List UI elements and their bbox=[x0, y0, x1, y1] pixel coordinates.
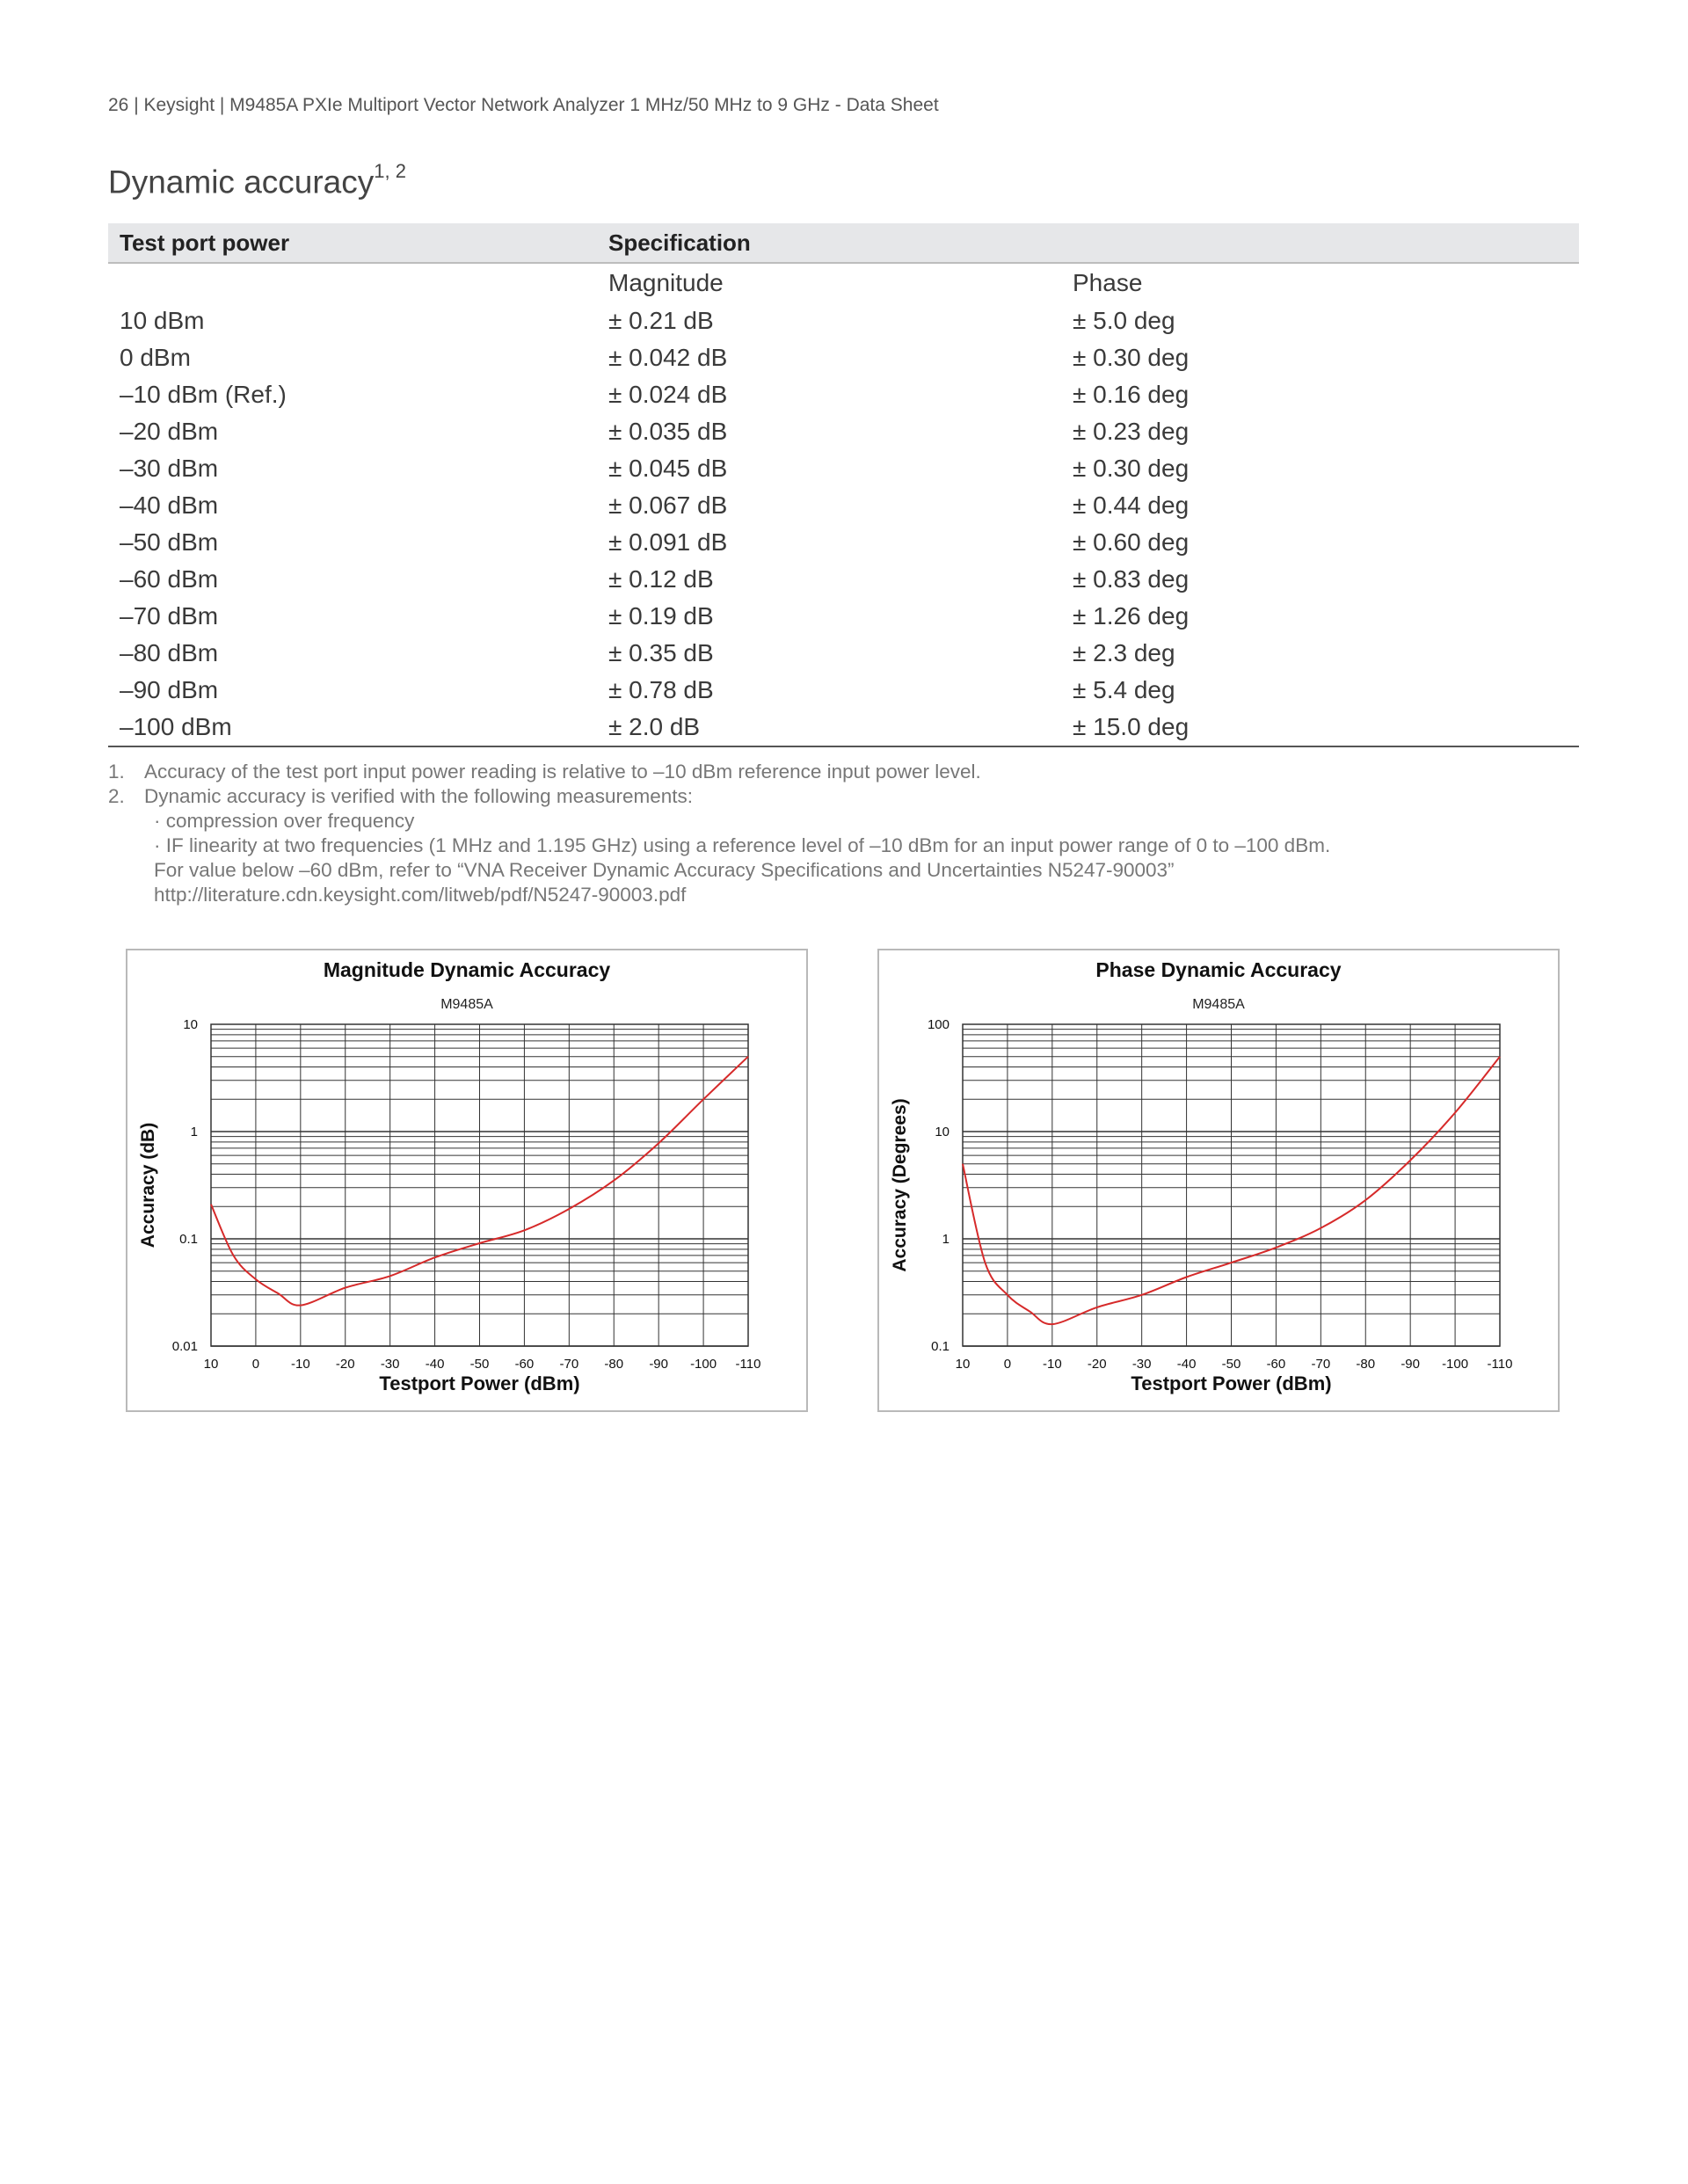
x-tick-label: -30 bbox=[1131, 1357, 1152, 1372]
cell-power: –80 dBm bbox=[120, 639, 219, 666]
x-tick-label: -30 bbox=[380, 1357, 400, 1372]
x-tick-label: 0 bbox=[251, 1357, 260, 1372]
section-title-footnote-refs: 1, 2 bbox=[374, 160, 406, 182]
table-row bbox=[108, 524, 1579, 561]
x-tick-label: -80 bbox=[1356, 1357, 1376, 1372]
cell-phase: ± 0.16 deg bbox=[1073, 381, 1190, 408]
cell-phase: ± 0.44 deg bbox=[1073, 491, 1190, 519]
table-row bbox=[108, 413, 1579, 450]
y-tick-label: 1 bbox=[190, 1125, 198, 1139]
cell-phase: ± 5.0 deg bbox=[1073, 307, 1175, 334]
cell-power: –40 dBm bbox=[120, 491, 219, 519]
cell-magnitude: ± 0.19 dB bbox=[608, 602, 714, 630]
cell-power: 10 dBm bbox=[120, 307, 205, 334]
x-tick-label: -80 bbox=[604, 1357, 624, 1372]
cell-phase: ± 15.0 deg bbox=[1061, 709, 1579, 746]
x-axis-label: Testport Power (dBm) bbox=[379, 1372, 580, 1394]
footnote-1 bbox=[108, 760, 1330, 784]
header-empty bbox=[1061, 223, 1579, 263]
table-row bbox=[108, 302, 1579, 339]
section-title bbox=[108, 160, 406, 200]
cell-phase: ± 1.26 deg bbox=[1073, 602, 1190, 630]
page-header: 26 | Keysight | M9485A PXIe Multiport Vector Network Analyzer 1 MHz/50 MHz to 9 GHz - Data Sheet bbox=[108, 95, 939, 115]
table-row bbox=[108, 635, 1579, 672]
chart-grid bbox=[211, 1024, 748, 1346]
cell-power: –30 dBm bbox=[120, 455, 219, 482]
chart-grid bbox=[963, 1024, 1500, 1346]
table-row bbox=[108, 709, 1579, 746]
x-tick-label: -100 bbox=[690, 1357, 717, 1372]
footnote-2-bullet-1: · compression over frequency bbox=[154, 810, 415, 832]
table-row bbox=[108, 376, 1579, 413]
magnitude-dynamic-accuracy-chart bbox=[127, 950, 806, 1410]
cell-magnitude: ± 0.78 dB bbox=[608, 676, 714, 703]
x-tick-label: -60 bbox=[1266, 1357, 1286, 1372]
cell-power: 0 dBm bbox=[120, 344, 191, 371]
y-tick-label: 10 bbox=[183, 1017, 198, 1032]
cell-magnitude: ± 0.024 dB bbox=[608, 381, 728, 408]
table-row bbox=[108, 339, 1579, 376]
cell-phase: ± 0.60 deg bbox=[1073, 528, 1190, 556]
cell-phase: ± 0.30 deg bbox=[1073, 344, 1190, 371]
cell-phase: ± 0.83 deg bbox=[1073, 565, 1190, 593]
y-tick-label: 10 bbox=[935, 1125, 950, 1139]
chart-title: Magnitude Dynamic Accuracy bbox=[323, 958, 611, 981]
footnotes bbox=[108, 760, 1330, 907]
subheader-empty bbox=[108, 263, 597, 302]
footnote-2-bullet-2: · IF linearity at two frequencies (1 MHz and 1.195 GHz) using a reference level of –10 dBm for an input power range of 0 to –100 dBm. bbox=[154, 834, 1331, 856]
x-tick-label: 10 bbox=[203, 1357, 219, 1372]
table-row bbox=[108, 561, 1579, 598]
footnote-2-text: Dynamic accuracy is verified with the following measurements: bbox=[144, 785, 693, 807]
cell-magnitude: ± 0.12 dB bbox=[608, 565, 714, 593]
y-tick-label: 0.01 bbox=[171, 1339, 198, 1354]
table-row bbox=[108, 450, 1579, 487]
chart-subtitle: M9485A bbox=[1192, 997, 1245, 1012]
phase-chart-panel bbox=[877, 949, 1560, 1412]
section-title-text: Dynamic accuracy bbox=[108, 164, 375, 200]
y-tick-label: 0.1 bbox=[179, 1232, 198, 1247]
table-row bbox=[108, 672, 1579, 709]
footnote-2-reference: For value below –60 dBm, refer to “VNA Receiver Dynamic Accuracy Specifications and Uncertainties N5247-90003” bbox=[154, 859, 1175, 881]
x-tick-label: 0 bbox=[1003, 1357, 1012, 1372]
cell-phase: ± 5.4 deg bbox=[1073, 676, 1175, 703]
cell-magnitude: ± 0.35 dB bbox=[608, 639, 714, 666]
x-tick-label: -70 bbox=[1311, 1357, 1331, 1372]
cell-magnitude: ± 0.035 dB bbox=[608, 418, 728, 445]
header-specification: Specification bbox=[597, 223, 1061, 263]
x-tick-label: 10 bbox=[955, 1357, 971, 1372]
x-tick-label: -50 bbox=[469, 1357, 490, 1372]
phase-dynamic-accuracy-chart bbox=[879, 950, 1558, 1410]
x-tick-label: -90 bbox=[649, 1357, 669, 1372]
x-tick-label: -50 bbox=[1221, 1357, 1241, 1372]
table-subheader-row bbox=[108, 263, 1579, 302]
table-header-row bbox=[108, 223, 1579, 263]
header-test-port-power: Test port power bbox=[108, 223, 597, 263]
footnote-2-url[interactable]: http://literature.cdn.keysight.com/litweb/pdf/N5247-90003.pdf bbox=[154, 884, 687, 906]
magnitude-chart-panel bbox=[126, 949, 808, 1412]
x-tick-label: -100 bbox=[1442, 1357, 1469, 1372]
cell-magnitude: ± 0.042 dB bbox=[608, 344, 728, 371]
cell-power: –60 dBm bbox=[120, 565, 219, 593]
cell-magnitude: ± 2.0 dB bbox=[597, 709, 1061, 746]
table-row bbox=[108, 487, 1579, 524]
footnote-1-text: Accuracy of the test port input power reading is relative to –10 dBm reference input power level. bbox=[144, 761, 981, 783]
x-tick-label: -110 bbox=[1487, 1357, 1513, 1372]
cell-power: –100 dBm bbox=[108, 709, 597, 746]
chart-subtitle: M9485A bbox=[440, 997, 493, 1012]
cell-power: –20 dBm bbox=[120, 418, 219, 445]
x-tick-label: -20 bbox=[335, 1357, 355, 1372]
cell-power: –90 dBm bbox=[120, 676, 219, 703]
footnote-2 bbox=[108, 784, 1330, 809]
footnote-1-number: 1. bbox=[108, 761, 125, 783]
subheader-phase: Phase bbox=[1073, 269, 1143, 296]
cell-magnitude: ± 0.067 dB bbox=[608, 491, 728, 519]
y-tick-label: 100 bbox=[927, 1017, 950, 1032]
cell-power: –70 dBm bbox=[120, 602, 219, 630]
x-tick-label: -10 bbox=[290, 1357, 310, 1372]
cell-magnitude: ± 0.21 dB bbox=[608, 307, 714, 334]
y-tick-label: 0.1 bbox=[931, 1339, 950, 1354]
x-tick-label: -70 bbox=[559, 1357, 579, 1372]
x-tick-label: -20 bbox=[1087, 1357, 1107, 1372]
cell-power: –50 dBm bbox=[120, 528, 219, 556]
chart-title: Phase Dynamic Accuracy bbox=[1095, 958, 1342, 981]
x-tick-label: -90 bbox=[1401, 1357, 1421, 1372]
x-axis-label: Testport Power (dBm) bbox=[1131, 1372, 1332, 1394]
y-axis-label: Accuracy (Degrees) bbox=[890, 1098, 910, 1272]
cell-phase: ± 2.3 deg bbox=[1073, 639, 1175, 666]
dynamic-accuracy-table bbox=[108, 223, 1579, 747]
x-tick-label: -60 bbox=[514, 1357, 535, 1372]
y-axis-label: Accuracy (dB) bbox=[138, 1122, 158, 1249]
cell-magnitude: ± 0.091 dB bbox=[608, 528, 728, 556]
y-tick-label: 1 bbox=[942, 1232, 950, 1247]
cell-power: –10 dBm (Ref.) bbox=[120, 381, 287, 408]
cell-phase: ± 0.23 deg bbox=[1073, 418, 1190, 445]
x-tick-label: -40 bbox=[425, 1357, 445, 1372]
x-tick-label: -110 bbox=[735, 1357, 761, 1372]
cell-magnitude: ± 0.045 dB bbox=[608, 455, 728, 482]
x-tick-label: -40 bbox=[1176, 1357, 1197, 1372]
cell-phase: ± 0.30 deg bbox=[1073, 455, 1190, 482]
subheader-magnitude: Magnitude bbox=[608, 269, 724, 296]
table-row bbox=[108, 598, 1579, 635]
x-tick-label: -10 bbox=[1042, 1357, 1062, 1372]
footnote-2-number: 2. bbox=[108, 785, 125, 807]
